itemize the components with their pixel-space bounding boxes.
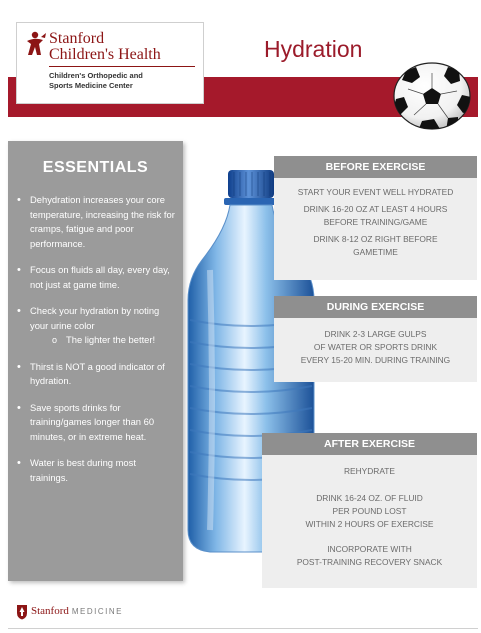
- logo-subtitle: [49, 71, 199, 91]
- before-line: GAMETIME: [353, 247, 398, 257]
- before-exercise-heading: BEFORE EXERCISE: [274, 156, 477, 178]
- essentials-list: [8, 193, 183, 485]
- footer-brand: [31, 604, 123, 619]
- logo-subtitle-line1: Children's Orthopedic and: [49, 71, 143, 80]
- footer-division: MEDICINE: [71, 607, 124, 616]
- after-line: REHYDRATE: [343, 466, 396, 476]
- soccer-ball-icon: [392, 61, 472, 131]
- essentials-item: • Dehydration increases your core temperature, increasing the risk for cramps, fatigue and poor performance.: [30, 193, 175, 251]
- logo-name-line1: Stanford: [49, 30, 105, 47]
- page-title: Hydration: [264, 36, 363, 62]
- after-line: DRINK 16-24 OZ. OF FLUID: [316, 493, 423, 503]
- essentials-heading: ESSENTIALS: [42, 159, 149, 176]
- stanford-childrens-logo: [16, 22, 204, 104]
- before-line: DRINK 8-12 OZ RIGHT BEFORE: [313, 234, 438, 244]
- logo-name-line2: Children's Health: [49, 46, 161, 63]
- before-line: BEFORE TRAINING/GAME: [323, 217, 428, 227]
- during-line: DRINK 2-3 LARGE GULPS: [324, 329, 427, 339]
- logo-divider: [49, 66, 195, 67]
- during-exercise-heading: DURING EXERCISE: [274, 296, 477, 318]
- after-exercise-body: [262, 455, 477, 588]
- essentials-item: • Thirst is NOT a good indicator of hydration.: [30, 360, 175, 389]
- essentials-panel: [8, 141, 183, 581]
- essentials-subitem: o The lighter the better!: [30, 333, 175, 348]
- after-line: POST-TRAINING RECOVERY SNACK: [296, 557, 443, 567]
- essentials-item: • Water is best during most trainings.: [30, 456, 175, 485]
- footer-divider: [8, 628, 478, 629]
- essentials-item: • Focus on fluids all day, every day, not just at game time.: [30, 263, 175, 292]
- before-line: START YOUR EVENT WELL HYDRATED: [297, 187, 454, 197]
- after-line: WITHIN 2 HOURS OF EXERCISE: [305, 519, 434, 529]
- stanford-tree-icon: [16, 604, 28, 620]
- during-exercise-body: [274, 318, 477, 382]
- before-exercise-body: [274, 178, 477, 280]
- after-line: PER POUND LOST: [332, 506, 407, 516]
- footer-brand-name: Stanford: [31, 605, 69, 617]
- after-exercise-heading: AFTER EXERCISE: [262, 433, 477, 455]
- during-line: OF WATER OR SPORTS DRINK: [313, 342, 438, 352]
- during-line: EVERY 15-20 MIN. DURING TRAINING: [300, 355, 451, 365]
- logo-subtitle-line2: Sports Medicine Center: [49, 81, 133, 90]
- after-line: INCORPORATE WITH: [327, 544, 412, 554]
- stanford-figure-icon: [25, 31, 47, 57]
- essentials-item: • Save sports drinks for training/games longer than 60 minutes, or in extreme heat.: [30, 401, 175, 445]
- essentials-item-text: • Check your hydration by noting your urine color: [30, 305, 160, 331]
- essentials-item-hydration: [30, 304, 175, 348]
- before-line: DRINK 16-20 OZ AT LEAST 4 HOURS: [303, 204, 448, 214]
